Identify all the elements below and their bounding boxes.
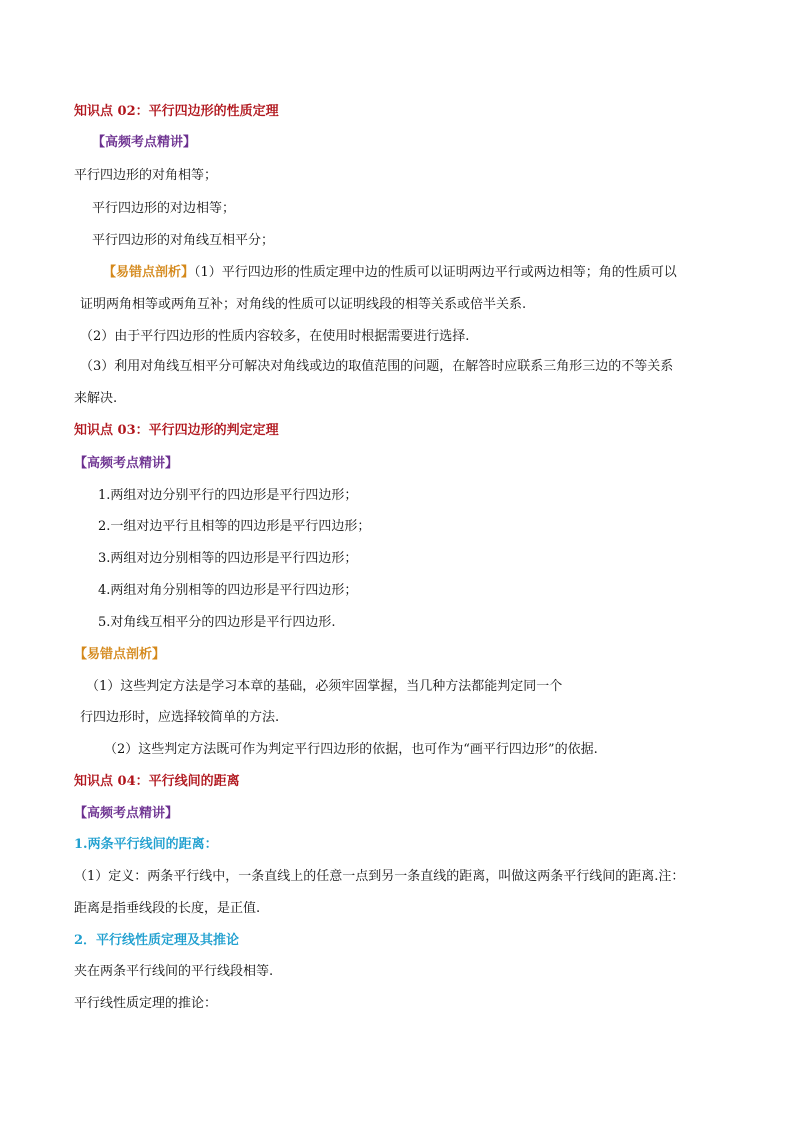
section-heading-04: 知识点 04：平行线间的距离 <box>74 774 240 789</box>
property-item: 平行四边形的对边相等； <box>92 201 236 216</box>
corollary-intro: 平行线性质定理的推论： <box>74 996 218 1011</box>
property-item: 平行四边形的对角相等； <box>74 168 218 183</box>
mistake-paragraph-2: （2）由于平行四边形的性质内容较多，在使用时根据需要进行选择. <box>80 329 470 344</box>
mistake-paragraph-3-cont: 来解决. <box>74 391 118 406</box>
criterion-item: 1.两组对边分别平行的四边形是平行四边形； <box>98 488 358 503</box>
mistake-paragraph: （1）这些判定方法是学习本章的基础，必须牢固掌握，当几种方法都能判定同一个 <box>86 679 563 694</box>
section-heading-03: 知识点 03：平行四边形的判定定理 <box>74 423 279 438</box>
mistake-paragraph <box>103 264 677 282</box>
mistake-tag: 【易错点剖析】 <box>103 265 195 280</box>
theorem-statement: 夹在两条平行线间的平行线段相等. <box>74 964 274 979</box>
criterion-item: 3.两组对边分别相等的四边形是平行四边形； <box>98 551 358 566</box>
subheading-theorem: 2．平行线性质定理及其推论 <box>74 933 240 948</box>
property-item: 平行四边形的对角线互相平分； <box>92 233 275 248</box>
criterion-item: 2.一组对边平行且相等的四边形是平行四边形； <box>98 519 371 534</box>
criterion-item: 4.两组对角分别相等的四边形是平行四边形； <box>98 583 358 598</box>
mistake-paragraph-2: （2）这些判定方法既可作为判定平行四边形的依据，也可作为“画平行四边形”的依据. <box>104 742 598 757</box>
mistake-text-cont: 证明两角相等或两角互补；对角线的性质可以证明线段的相等关系或倍半关系. <box>80 297 527 312</box>
section-heading-02: 知识点 02：平行四边形的性质定理 <box>74 104 279 119</box>
subheading-distance: 1.两条平行线间的距离： <box>74 837 218 852</box>
definition-paragraph: （1）定义：两条平行线中，一条直线上的任意一点到另一条直线的距离，叫做这两条平行线间的距离.注： <box>74 869 685 884</box>
mistake-text-cont: 行四边形时，应选择较简单的方法. <box>80 710 280 725</box>
high-frequency-tag: 【高频考点精讲】 <box>92 135 197 150</box>
mistake-text: （1）平行四边形的性质定理中边的性质可以证明两边平行或两边相等；角的性质可以 <box>194 265 677 280</box>
mistake-tag: 【易错点剖析】 <box>74 647 166 662</box>
mistake-paragraph-3: （3）利用对角线互相平分可解决对角线或边的取值范围的问题，在解答时应联系三角形三边的不等关系 <box>80 359 674 374</box>
high-frequency-tag: 【高频考点精讲】 <box>74 806 179 821</box>
criterion-item: 5.对角线互相平分的四边形是平行四边形. <box>98 615 336 630</box>
high-frequency-tag: 【高频考点精讲】 <box>74 456 179 471</box>
definition-paragraph-cont: 距离是指垂线段的长度，是正值. <box>74 901 261 916</box>
